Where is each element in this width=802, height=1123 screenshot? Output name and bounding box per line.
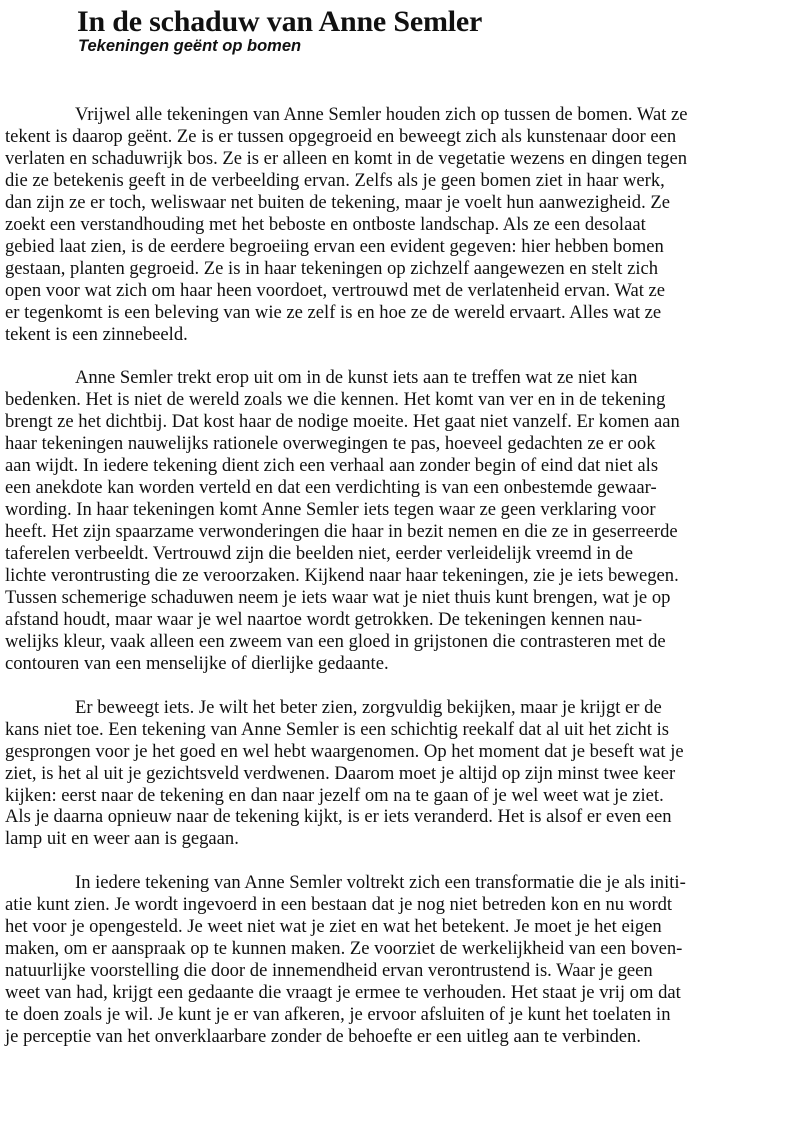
paragraph-line: kijken: eerst naar de tekening en dan naar jezelf om na te gaan of je wel weet wat je ziet.: [5, 784, 664, 806]
paragraph-line: kans niet toe. Een tekening van Anne Semler is een schichtig reekalf dat al uit het zicht is: [5, 718, 669, 740]
paragraph-line: tekent is daarop geënt. Ze is er tussen opgegroeid en beweegt zich als kunstenaar door een: [5, 125, 677, 147]
paragraph-line: atie kunt zien. Je wordt ingevoerd in een bestaan dat je nog niet betreden kon en nu wordt: [5, 894, 673, 916]
paragraph-line: Anne Semler trekt erop uit om in de kunst iets aan te treffen wat ze niet kan: [75, 367, 638, 389]
paragraph-line: Als je daarna opnieuw naar de tekening kijkt, is er iets veranderd. Het is alsof er even een: [5, 806, 672, 828]
paragraph-line: gestaan, planten gegroeid. Ze is in haar tekeningen op zichzelf aangewezen en stelt zich: [5, 257, 659, 279]
article-body: [5, 104, 787, 1070]
paragraph-line: verlaten en schaduwrijk bos. Ze is er alleen en komt in de vegetatie wezens en dingen tegen: [5, 147, 688, 169]
paragraph-line: ziet, is het al uit je gezichtsveld verdwenen. Daarom moet je altijd op zijn minst twee keer: [5, 762, 676, 784]
paragraph-line: zoekt een verstandhouding met het beboste en ontboste landschap. Als ze een desolaat: [5, 213, 646, 235]
paragraph-line: Vrijwel alle tekeningen van Anne Semler houden zich op tussen de bomen. Wat ze: [75, 104, 688, 125]
paragraph-line: die ze betekenis geeft in de verbeelding ervan. Zelfs als je geen bomen ziet in haar werk,: [5, 169, 665, 191]
paragraph-line: open voor wat zich om haar heen voordoet, vertrouwd met de verlatenheid ervan. Wat ze: [5, 279, 666, 301]
paragraph-line: te doen zoals je wil. Je kunt je er van afkeren, je ervoor afsluiten of je kunt het toelaten in: [5, 1004, 671, 1026]
paragraph-line: heeft. Het zijn spaarzame verwonderingen die haar in bezit nemen en die ze in geserreerde: [5, 521, 678, 543]
paragraph-line: het voor je opengesteld. Je weet niet wat je ziet en wat het betekent. Je moet je het eigen: [5, 916, 662, 938]
paragraph-line: maken, om er aanspraak op te kunnen maken. Ze voorziet de werkelijkheid van een boven-: [5, 938, 683, 960]
paragraph-line: afstand houdt, maar waar je wel naartoe wordt getrokken. De tekeningen kennen nau-: [5, 608, 643, 630]
body-paragraph: [5, 104, 787, 345]
paragraph-line: er tegenkomt is een beleving van wie ze zelf is en hoe ze de wereld ervaart. Alles wat ze: [5, 301, 662, 323]
paragraph-line: lichte verontrusting die ze veroorzaken. Kijkend naar haar tekeningen, zie je iets bewegen.: [5, 565, 679, 586]
paragraph-line: weet van had, krijgt een gedaante die vraagt je ermee te verhouden. Het staat je vrij om dat: [5, 982, 681, 1004]
paragraph-line: haar tekeningen nauwelijks rationele overwegingen te pas, hoeveel gedachten ze er ook: [5, 433, 656, 455]
paragraph-line: gesprongen voor je het goed en wel hebt waargenomen. Op het moment dat je beseft wat je: [5, 740, 684, 762]
paragraph-line: dan zijn ze er toch, weliswaar net buiten de tekening, maar je voelt hun aanwezigheid. Ze: [5, 191, 670, 213]
paragraph-line: In iedere tekening van Anne Semler voltrekt zich een transformatie die je als initi-: [75, 872, 686, 894]
paragraph-line: Tussen schemerige schaduwen neem je iets waar wat je niet thuis kunt brengen, wat je op: [5, 586, 671, 608]
body-paragraph: [5, 367, 787, 674]
paragraph-line: bedenken. Het is niet de wereld zoals we die kennen. Het komt van ver en in de tekening: [5, 389, 666, 411]
paragraph-line: contouren van een menselijke of dierlijke gedaante.: [5, 652, 389, 674]
paragraph-line: welijks kleur, vaak alleen een zweem van een gloed in grijstonen die contrasteren met de: [5, 630, 666, 652]
paragraph-line: tekent is een zinnebeeld.: [5, 323, 188, 345]
body-paragraph: [5, 872, 787, 1048]
paragraph-line: brengt ze het dichtbij. Dat kost haar de nodige moeite. Het gaat niet vanzelf. Er komen aan: [5, 411, 680, 433]
paragraph-line: wording. In haar tekeningen komt Anne Semler iets tegen waar ze geen verklaring voor: [5, 499, 656, 521]
paragraph-line: Er beweegt iets. Je wilt het beter zien, zorgvuldig bekijken, maar je krijgt er de: [75, 696, 662, 718]
paragraph-line: een anekdote kan worden verteld en dat een verdichting is van een onbestemde gewaar-: [5, 477, 657, 499]
article-subtitle: Tekeningen geënt op bomen: [78, 37, 302, 55]
article-title: In de schaduw van Anne Semler: [77, 5, 483, 38]
paragraph-line: gebied laat zien, is de eerdere begroeiing ervan een evident gegeven: hier hebben bomen: [5, 235, 664, 257]
paragraph-line: je perceptie van het onverklaarbare zonder de behoefte er een uitleg aan te verbinden.: [5, 1025, 641, 1047]
paragraph-line: taferelen verbeeldt. Vertrouwd zijn die beelden niet, eerder verleidelijk vreemd in de: [5, 543, 633, 565]
paragraph-line: natuurlijke voorstelling die door de innemendheid ervan verontrustend is. Waar je geen: [5, 960, 653, 982]
paragraph-line: lamp uit en weer aan is gegaan.: [5, 828, 239, 850]
body-paragraph: [5, 697, 787, 851]
paragraph-line: aan wijdt. In iedere tekening dient zich een verhaal aan zonder begin of eind dat niet als: [5, 455, 659, 477]
